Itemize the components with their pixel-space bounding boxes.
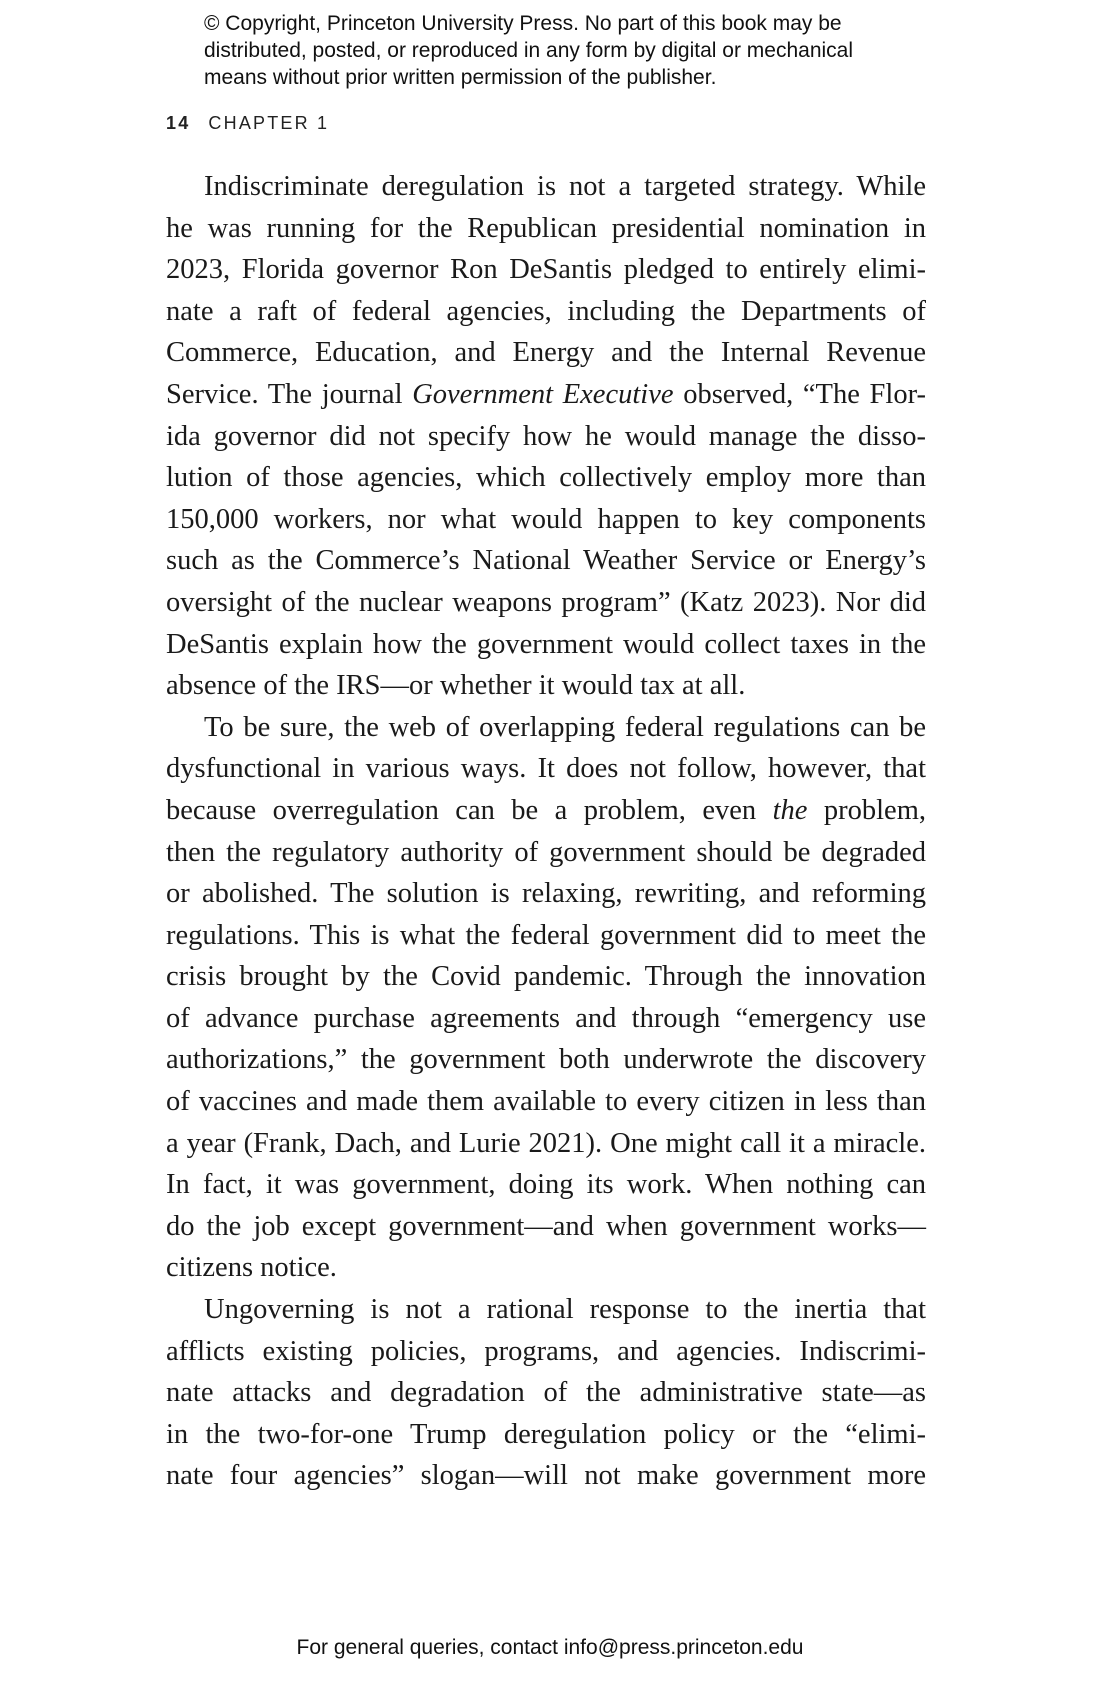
paragraph [166,1289,926,1497]
text-run: crisis brought by the Covid pandemic. Through the innovation [166,961,926,993]
text-line [166,582,926,624]
text-line [166,499,926,541]
text-run: of vaccines and made them available to every citizen in less than [166,1086,926,1118]
text-line [166,790,926,832]
italic-text: Government Executive [412,378,674,410]
text-run: lution of those agencies, which collectively employ more than [166,462,926,494]
text-run: afflicts existing policies, programs, and agencies. Indiscrimi- [166,1335,926,1367]
text-run: citizens notice. [166,1252,337,1284]
copyright-notice [204,10,964,91]
text-run: or abolished. The solution is relaxing, rewriting, and reforming [166,878,926,910]
running-head [166,113,329,134]
chapter-label: CHAPTER 1 [208,113,330,133]
text-run: authorizations,” the government both underwrote the discovery [166,1044,926,1076]
text-line [166,1372,926,1414]
text-line [166,208,926,250]
text-line [166,1123,926,1165]
text-line [166,1081,926,1123]
copyright-line: means without prior written permission of the publisher. [204,66,717,89]
text-run: a year (Frank, Dach, and Lurie 2021). One might call it a miracle. [166,1127,926,1159]
paragraph [166,166,926,707]
body-text [166,166,926,1497]
text-line [166,374,926,416]
page-number: 14 [166,113,191,133]
text-line [166,166,926,208]
text-run: nate attacks and degradation of the administrative state—as [166,1377,926,1409]
text-line [166,416,926,458]
text-line [166,1331,926,1373]
text-run: Indiscriminate deregulation is not a targeted strategy. While [204,171,926,202]
text-run: Ungoverning is not a rational response to the inertia that [204,1294,926,1326]
text-line [166,249,926,291]
text-line [166,540,926,582]
text-line [166,1206,926,1248]
italic-text: the [772,794,808,826]
text-run: Service. The journal [166,378,413,410]
text-run: problem, [807,794,927,826]
text-run: DeSantis explain how the government would collect taxes in the [166,628,926,660]
text-line [166,1247,926,1289]
text-line [166,624,926,666]
text-line [166,1455,926,1497]
text-run: he was running for the Republican presidential nomination in [166,212,926,244]
text-line [166,457,926,499]
paragraph [166,707,926,1289]
text-run: absence of the IRS—or whether it would tax at all. [166,670,746,702]
text-line [166,1039,926,1081]
text-run: To be sure, the web of overlapping federal regulations can be [204,711,926,743]
text-run: observed, “The Flor- [673,378,926,410]
text-run: because overregulation can be a problem, even [166,794,773,826]
text-line [166,707,926,749]
text-run: oversight of the nuclear weapons program” (Katz 2023). Nor did [166,586,926,618]
text-run: nate four agencies” slogan—will not make government more [166,1460,926,1492]
text-run: in the two-for-one Trump deregulation policy or the “elimi- [166,1418,926,1450]
text-run: ida governor did not specify how he would manage the disso- [166,420,926,452]
text-run: then the regulatory authority of government should be degraded [166,836,926,868]
text-line [166,915,926,957]
copyright-line: © Copyright, Princeton University Press. No part of this book may be [204,12,842,35]
text-run: Commerce, Education, and Energy and the Internal Revenue [166,337,926,369]
text-line [166,832,926,874]
text-run: regulations. This is what the federal government did to meet the [166,919,926,951]
text-line [166,332,926,374]
text-run: such as the Commerce’s National Weather Service or Energy’s [166,545,926,577]
text-run: 150,000 workers, nor what would happen to key components [166,503,926,535]
text-run: of advance purchase agreements and through “emergency use [166,1002,926,1034]
text-run: dysfunctional in various ways. It does not follow, however, that [166,753,926,785]
footer-contact: For general queries, contact info@press.princeton.edu [296,1636,804,1659]
text-run: 2023, Florida governor Ron DeSantis pledged to entirely elimi- [166,254,926,286]
text-line [166,873,926,915]
text-line [166,665,926,707]
text-run: do the job except government—and when government works— [166,1210,926,1242]
text-run: nate a raft of federal agencies, including the Departments of [166,295,926,327]
text-line [166,1164,926,1206]
text-line [166,291,926,333]
text-line [166,956,926,998]
text-line [166,1414,926,1456]
text-line [166,748,926,790]
text-line [166,998,926,1040]
text-run: In fact, it was government, doing its work. When nothing can [166,1169,926,1201]
copyright-line: distributed, posted, or reproduced in any form by digital or mechanical [204,39,854,62]
text-line [166,1289,926,1331]
